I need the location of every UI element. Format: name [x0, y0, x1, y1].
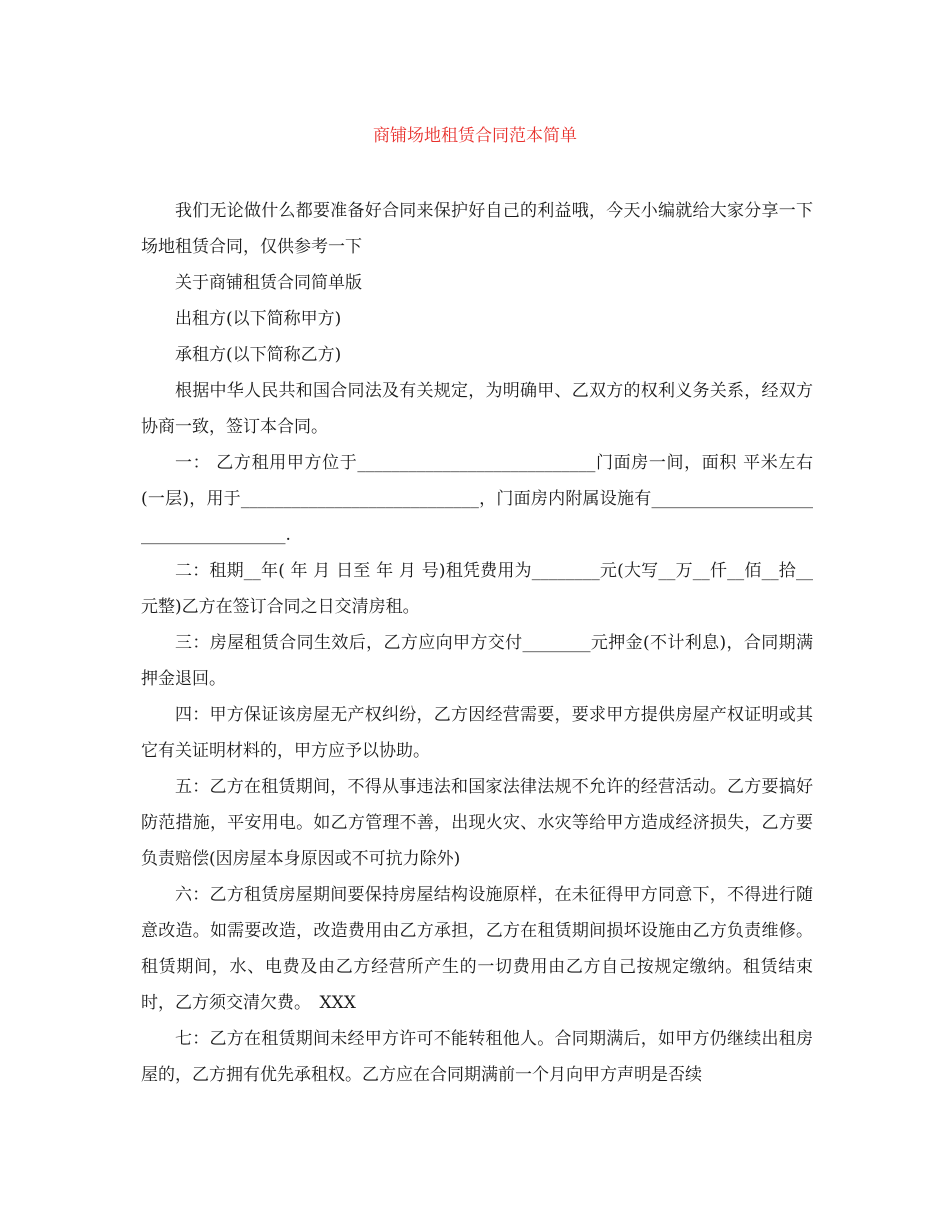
lessor-paragraph: 出租方(以下简称甲方) — [175, 309, 342, 329]
lessee-paragraph: 承租方(以下简称乙方) — [175, 345, 342, 365]
clause-5: 五：乙方在租赁期间，不得从事违法和国家法律法规不允许的经营活动。乙方要搞好防范措施，平安用电。如乙方管理不善，出现火灾、水灾等给甲方造成经济损失，乙方要负责赔偿(因房屋本身原因或不可抗力除外) — [141, 777, 813, 869]
clause-4: 四：甲方保证该房屋无产权纠纷，乙方因经营需要，要求甲方提供房屋产权证明或其它有关证明材料的，甲方应予以协助。 — [141, 705, 813, 761]
clause-2: 二：租期__年( 年 月 日至 年 月 号)租凭费用为________元(大写__万__仟__佰__拾__元整)乙方在签订合同之日交清房租。 — [141, 561, 813, 617]
heading-paragraph: 关于商铺租赁合同简单版 — [175, 273, 362, 293]
clause-1: 一： 乙方租用甲方位于____________________________门面房一间，面积 平米左右(一层)，用于____________________________，门面房内附属设施有____________________________________. — [141, 453, 813, 545]
intro-paragraph: 我们无论做什么都要准备好合同来保护好自己的利益哦，今天小编就给大家分享一下场地租赁合同，仅供参考一下 — [141, 201, 813, 257]
preamble-paragraph: 根据中华人民共和国合同法及有关规定，为明确甲、乙双方的权利义务关系，经双方协商一致，签订本合同。 — [141, 381, 813, 437]
clause-6: 六：乙方租赁房屋期间要保持房屋结构设施原样，在未征得甲方同意下，不得进行随意改造。如需要改造，改造费用由乙方承担，乙方在租赁期间损坏设施由乙方负责维修。租赁期间，水、电费及由乙方经营所产生的一切费用由乙方自己按规定缴纳。租赁结束时，乙方须交清欠费。 XXX — [141, 885, 813, 1013]
clause-7: 七：乙方在租赁期间未经甲方许可不能转租他人。合同期满后，如甲方仍继续出租房屋的，乙方拥有优先承租权。乙方应在合同期满前一个月向甲方声明是否续 — [141, 1029, 813, 1085]
clause-3: 三：房屋租赁合同生效后，乙方应向甲方交付________元押金(不计利息)，合同期满押金退回。 — [141, 633, 813, 689]
document-title: 商铺场地租赁合同范本简单 — [373, 126, 577, 146]
document-body — [141, 193, 813, 1093]
